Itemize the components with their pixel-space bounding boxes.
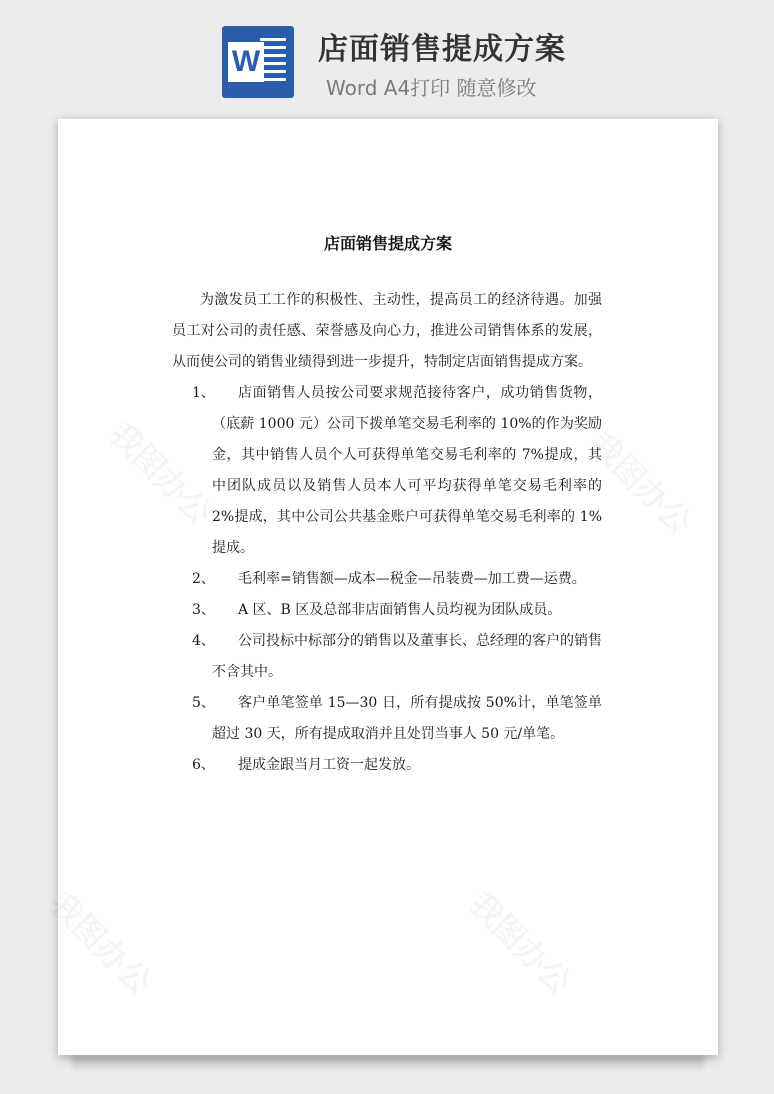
word-letter-icon: W <box>228 42 264 82</box>
list-item-number: 2、 <box>192 571 215 587</box>
list-item <box>172 564 602 595</box>
word-document-icon <box>222 26 294 98</box>
list-item-number: 6、 <box>192 757 215 773</box>
list-item-number: 1、 <box>192 385 215 401</box>
banner-subtitle: Word A4打印 随意修改 <box>326 76 537 100</box>
list-item <box>172 595 602 626</box>
document-title: 店面销售提成方案 <box>323 234 452 253</box>
list-item <box>172 750 602 781</box>
list-item-text: 店面销售人员按公司要求规范接待客户，成功销售货物，（底薪 1000 元）公司下拨单笔交易毛利率的 10%的作为奖励金，其中销售人员个人可获得单笔交易毛利率的 7%提成，其中团队成员以及销售人员本人可平均获得单笔交易毛利率的 2%提成，其中公司公共基金账户可获得单笔交易毛利率的 1%提成。 <box>212 385 602 556</box>
list-item <box>172 626 602 688</box>
list-item-text: 客户单笔签单 15—30 日，所有提成按 50%计，单笔签单超过 30 天，所有提成取消并且处罚当事人 50 元/单笔。 <box>212 695 602 742</box>
list-item-text: 毛利率=销售额—成本—税金—吊装费—加工费—运费。 <box>238 571 586 587</box>
list-item-text: 公司投标中标部分的销售以及董事长、总经理的客户的销售不含其中。 <box>212 633 602 680</box>
list-item-number: 5、 <box>192 695 215 711</box>
list-item-number: 3、 <box>192 602 215 618</box>
intro-paragraph: 为激发员工工作的积极性、主动性，提高员工的经济待遇。加强员工对公司的责任感、荣誉感及向心力，推进公司销售体系的发展，从而使公司的销售业绩得到进一步提升，特制定店面销售提成方案。 <box>172 292 602 370</box>
watermark <box>460 880 583 1003</box>
list-item <box>172 688 602 750</box>
list-item <box>172 378 602 564</box>
list-item-text: A 区、B 区及总部非店面销售人员均视为团队成员。 <box>238 602 562 618</box>
paper-shadow <box>72 1055 704 1073</box>
banner-title: 店面销售提成方案 <box>318 32 566 67</box>
list-item-text: 提成金跟当月工资一起发放。 <box>238 757 420 773</box>
header-banner <box>0 0 774 110</box>
document-page <box>58 119 718 1055</box>
list-item-number: 4、 <box>192 633 215 649</box>
document-body <box>172 285 602 781</box>
watermark <box>40 880 163 1003</box>
